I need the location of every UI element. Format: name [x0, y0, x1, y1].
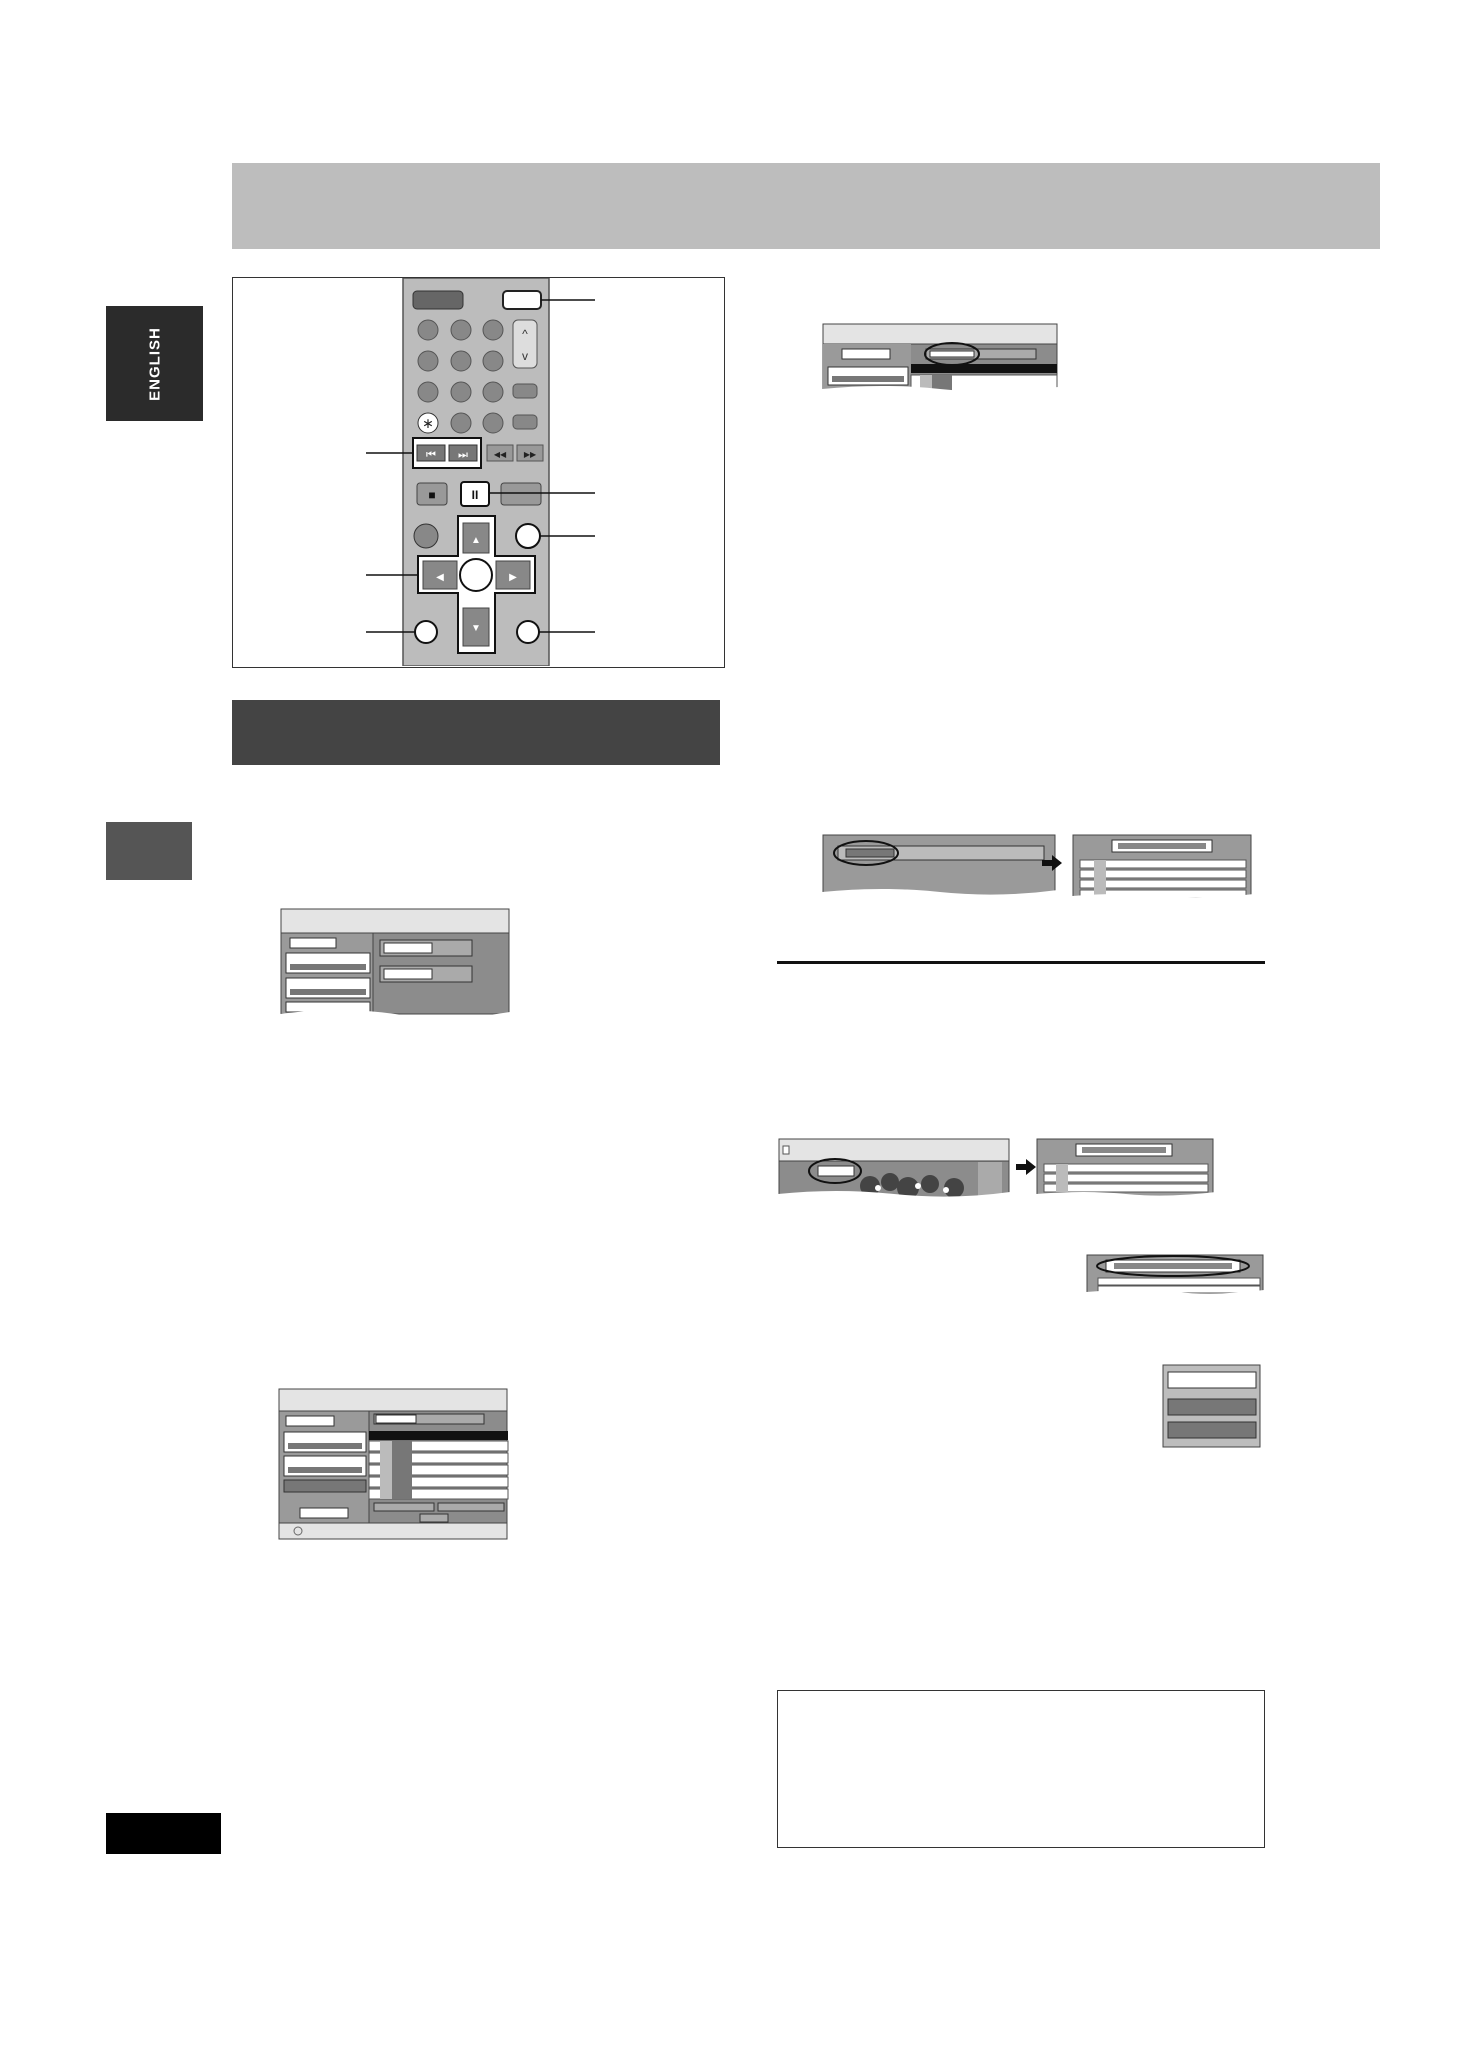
channel-up-label: ^ [522, 327, 528, 341]
menu-screen-5b [1036, 1138, 1216, 1200]
arrow-right-icon-2 [1014, 1158, 1038, 1176]
right-label: ▶ [509, 572, 517, 583]
skip-prev-label: ⏮ [426, 449, 436, 461]
stop-label: ■ [428, 488, 436, 502]
asterisk-label: ∗ [422, 415, 434, 431]
power-button[interactable] [413, 291, 463, 309]
menu-screen-5a [778, 1138, 1010, 1200]
menu-screen-6 [1086, 1254, 1264, 1298]
menu-screen-3 [822, 323, 1058, 397]
return-button[interactable] [516, 524, 540, 548]
channel-down-label: v [522, 349, 528, 363]
section-header-bar [232, 700, 720, 765]
menu-screen-1 [280, 908, 512, 1020]
menu-screen-4b [1072, 834, 1254, 904]
function-button[interactable] [503, 291, 541, 309]
enter-button[interactable] [460, 559, 492, 591]
rewind-label: ◀◀ [493, 450, 507, 459]
menu-screen-4a [822, 834, 1058, 904]
language-tab-label: ENGLISH [146, 326, 163, 401]
pause-label: II [471, 488, 479, 502]
fast-forward-label: ▶▶ [523, 450, 537, 459]
section-divider [777, 961, 1265, 964]
page-number-block [106, 1813, 221, 1854]
menu-screen-2 [278, 1388, 510, 1542]
option-dialog [1162, 1364, 1262, 1450]
remote-illustration [233, 278, 723, 666]
arrow-right-icon [1040, 854, 1064, 872]
sub-menu-button[interactable] [517, 621, 539, 643]
down-label: ▼ [471, 623, 481, 634]
note-box [777, 1690, 1265, 1848]
remote-illustration-box [232, 277, 725, 668]
left-label: ◀ [436, 572, 444, 583]
side-step-block [106, 822, 192, 880]
display-button[interactable] [415, 621, 437, 643]
skip-next-label: ⏭ [458, 449, 468, 461]
language-tab [106, 306, 203, 421]
page-title-band [232, 163, 1380, 249]
up-label: ▲ [471, 535, 481, 546]
